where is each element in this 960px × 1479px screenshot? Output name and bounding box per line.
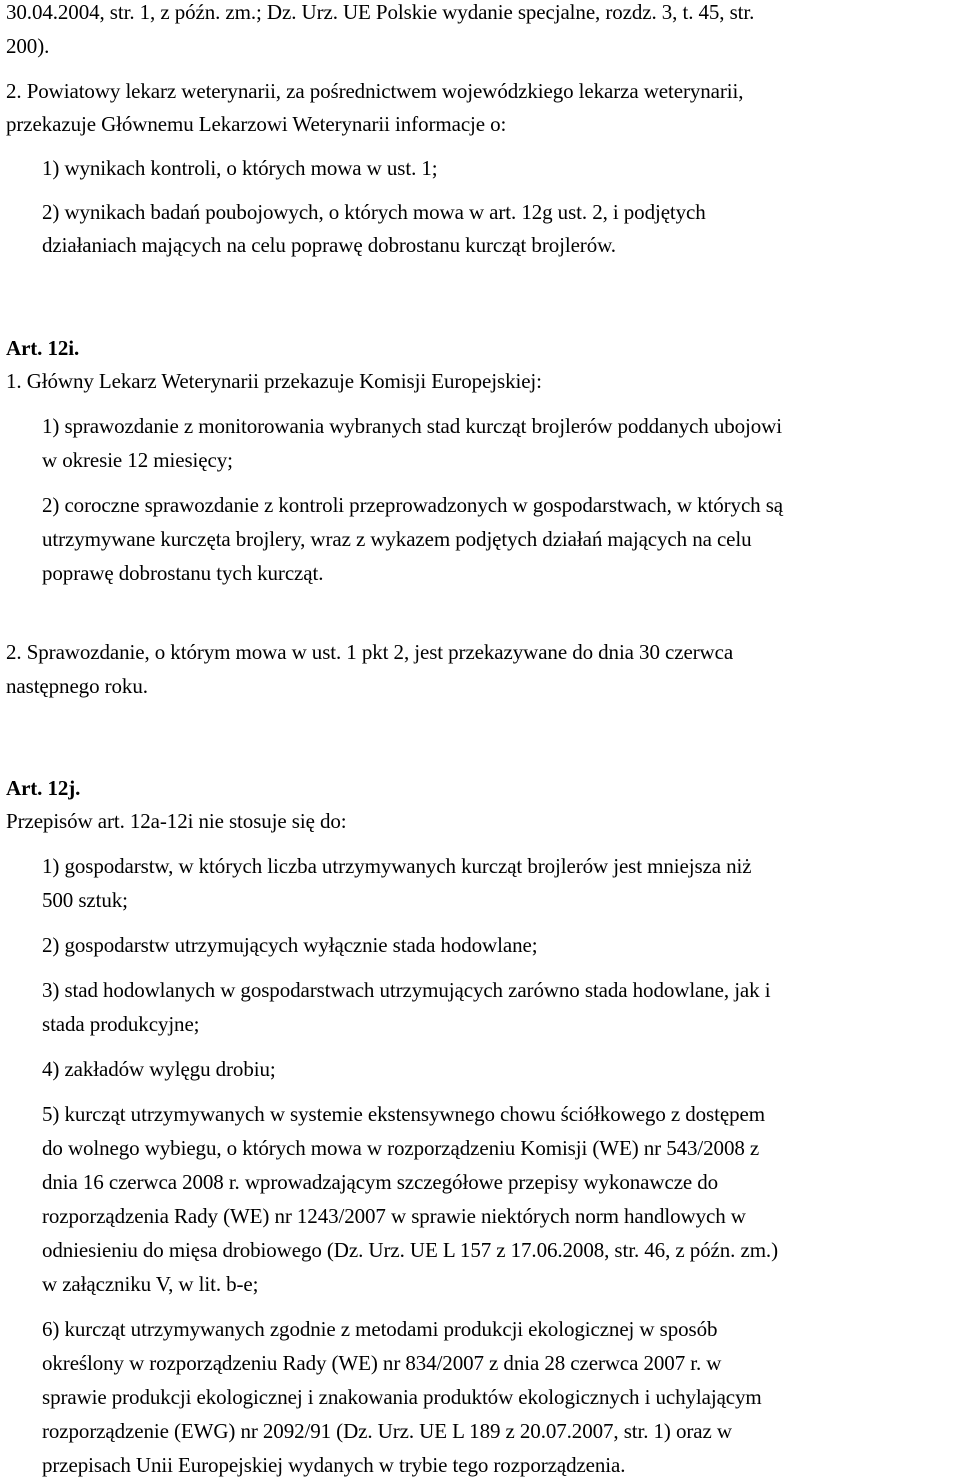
text-line: Przepisów art. 12a-12i nie stosuje się do:: [6, 809, 347, 833]
list-item-continuation: rozporządzenia Rady (WE) nr 1243/2007 w sprawie niektórych norm handlowych w: [42, 1204, 746, 1228]
list-item: 6) kurcząt utrzymywanych zgodnie z metodami produkcji ekologicznej w sposób: [42, 1317, 718, 1341]
text-line: następnego roku.: [6, 674, 148, 698]
list-item-continuation: sprawie produkcji ekologicznej i znakowania produktów ekologicznych i uchylającym: [42, 1385, 762, 1409]
list-item: 3) stad hodowlanych w gospodarstwach utrzymujących zarówno stada hodowlane, jak i: [42, 978, 771, 1002]
list-item-continuation: 500 sztuk;: [42, 888, 128, 912]
list-item-continuation: działaniach mających na celu poprawę dobrostanu kurcząt brojlerów.: [42, 233, 616, 257]
list-item-continuation: stada produkcyjne;: [42, 1012, 200, 1036]
article-heading: Art. 12j.: [6, 776, 81, 800]
list-item: 5) kurcząt utrzymywanych w systemie ekstensywnego chowu ściółkowego z dostępem: [42, 1102, 765, 1126]
list-item-continuation: odniesieniu do mięsa drobiowego (Dz. Urz. UE L 157 z 17.06.2008, str. 46, z późn. zm.): [42, 1238, 778, 1262]
list-item-continuation: przepisach Unii Europejskiej wydanych w trybie tego rozporządzenia.: [42, 1453, 626, 1477]
article-heading: Art. 12i.: [6, 336, 80, 360]
list-item-continuation: dnia 16 czerwca 2008 r. wprowadzającym szczegółowe przepisy wykonawcze do: [42, 1170, 719, 1194]
list-item: 2) coroczne sprawozdanie z kontroli przeprowadzonych w gospodarstwach, w których są: [42, 493, 784, 517]
text-line: 200).: [6, 34, 50, 58]
list-item: 1) gospodarstw, w których liczba utrzymywanych kurcząt brojlerów jest mniejsza niż: [42, 854, 752, 878]
list-item-continuation: określony w rozporządzeniu Rady (WE) nr 834/2007 z dnia 28 czerwca 2007 r. w: [42, 1351, 722, 1375]
text-line: 30.04.2004, str. 1, z późn. zm.; Dz. Urz. UE Polskie wydanie specjalne, rozdz. 3, t. 45, str.: [6, 0, 755, 24]
text-line: 2. Powiatowy lekarz weterynarii, za pośrednictwem wojewódzkiego lekarza weterynarii,: [6, 79, 744, 103]
list-item-continuation: poprawę dobrostanu tych kurcząt.: [42, 561, 324, 585]
list-item-continuation: w załączniku V, w lit. b-e;: [42, 1272, 259, 1296]
list-item: 1) sprawozdanie z monitorowania wybranych stad kurcząt brojlerów poddanych ubojowi: [42, 414, 782, 438]
list-item-continuation: utrzymywane kurczęta brojlery, wraz z wykazem podjętych działań mających na celu: [42, 527, 752, 551]
list-item: 1) wynikach kontroli, o których mowa w ust. 1;: [42, 156, 438, 180]
list-item: 2) gospodarstw utrzymujących wyłącznie stada hodowlane;: [42, 933, 538, 957]
list-item-continuation: do wolnego wybiegu, o których mowa w rozporządzeniu Komisji (WE) nr 543/2008 z: [42, 1136, 760, 1160]
text-line: przekazuje Głównemu Lekarzowi Weterynarii informacje o:: [6, 112, 507, 136]
list-item: 4) zakładów wylęgu drobiu;: [42, 1057, 276, 1081]
list-item: 2) wynikach badań poubojowych, o których mowa w art. 12g ust. 2, i podjętych: [42, 200, 706, 224]
text-line: 1. Główny Lekarz Weterynarii przekazuje Komisji Europejskiej:: [6, 369, 542, 393]
list-item-continuation: w okresie 12 miesięcy;: [42, 448, 233, 472]
text-line: 2. Sprawozdanie, o którym mowa w ust. 1 pkt 2, jest przekazywane do dnia 30 czerwca: [6, 640, 734, 664]
list-item-continuation: rozporządzenie (EWG) nr 2092/91 (Dz. Urz. UE L 189 z 20.07.2007, str. 1) oraz w: [42, 1419, 732, 1443]
